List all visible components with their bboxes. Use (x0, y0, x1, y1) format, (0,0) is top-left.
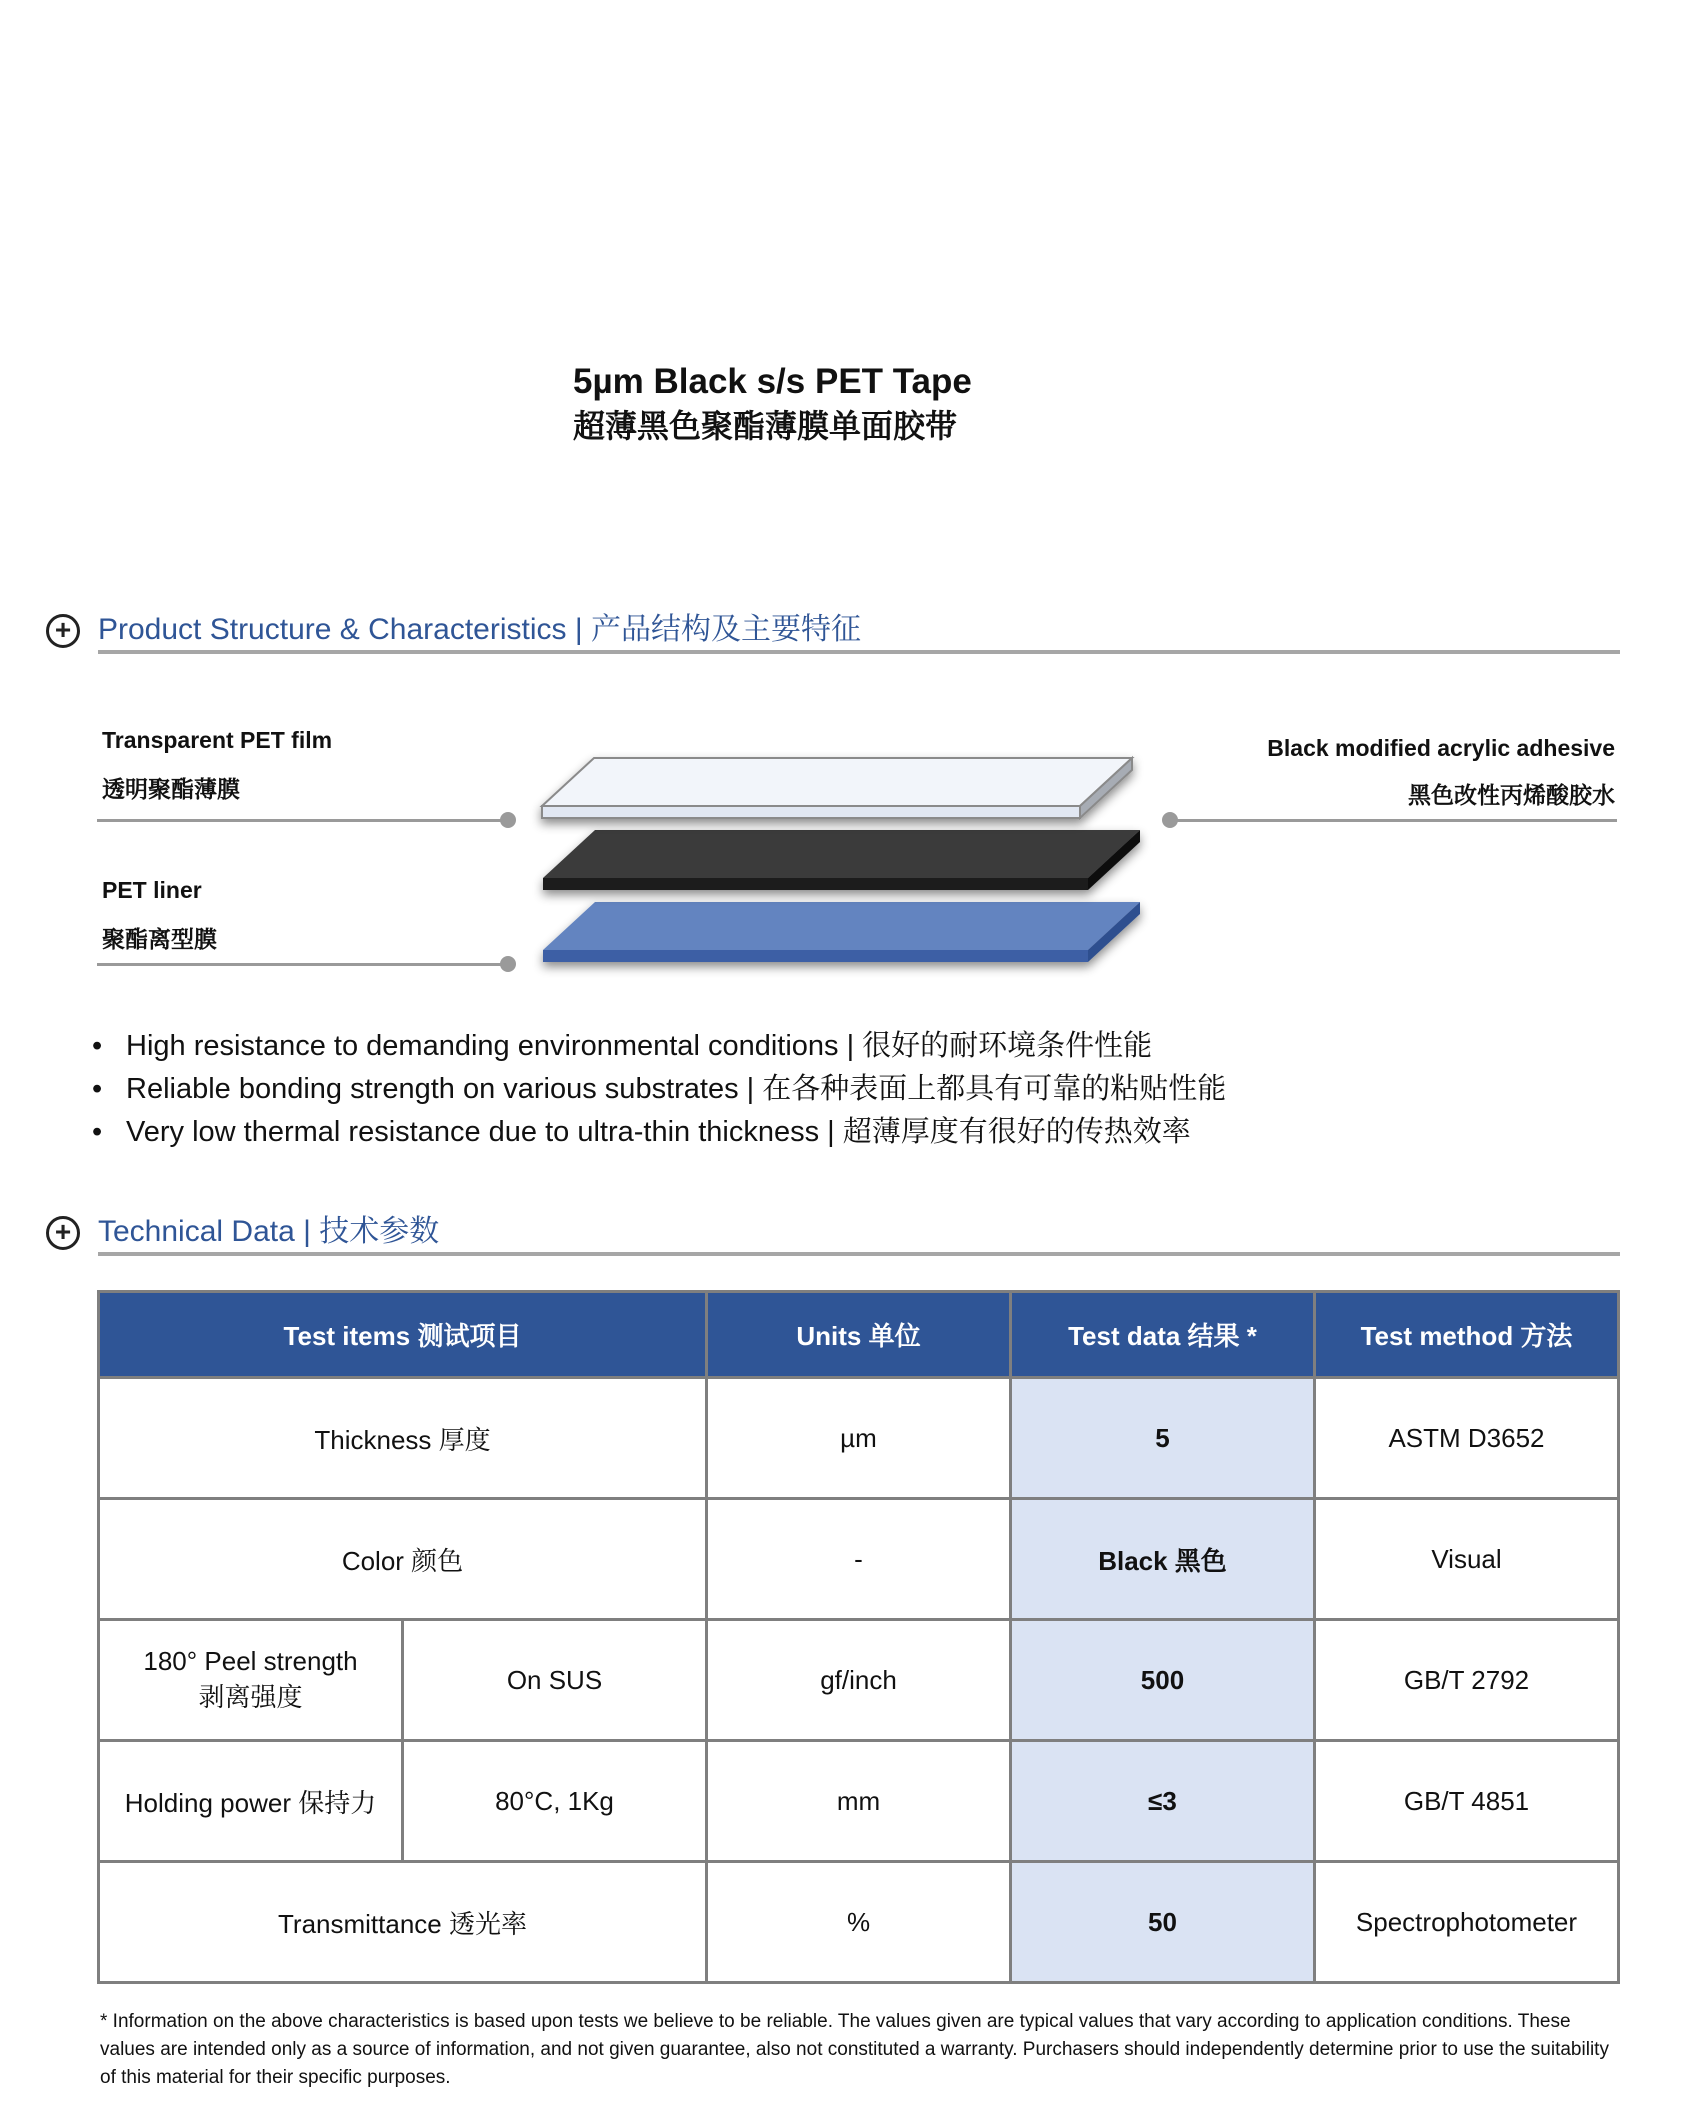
cell-value: 50 (1011, 1862, 1315, 1983)
label-film-en: Transparent PET film (102, 727, 333, 753)
cell-condition: On SUS (403, 1620, 707, 1741)
cell-method: Visual (1315, 1499, 1619, 1620)
product-title-en: 5µm Black s/s PET Tape (573, 362, 972, 401)
section-divider (98, 650, 1620, 654)
liner-leader-line (97, 963, 502, 966)
cell-method: GB/T 2792 (1315, 1620, 1619, 1741)
feature-item: • High resistance to demanding environmental conditions | 很好的耐环境条件性能 (92, 1030, 1153, 1062)
cell-value: ≤3 (1011, 1741, 1315, 1862)
label-adhesive-cn: 黑色改性丙烯酸胶水 (1408, 782, 1615, 808)
cell-condition: 80°C, 1Kg (403, 1741, 707, 1862)
label-adhesive-en: Black modified acrylic adhesive (1267, 735, 1615, 761)
section-header-structure (46, 600, 1620, 650)
section-header-technical (46, 1202, 1620, 1252)
cell-unit: µm (707, 1378, 1011, 1499)
feature-list (92, 1025, 1226, 1154)
layer-stack-illustration (520, 750, 1160, 990)
cell-item-cn: 剥离强度 (198, 1682, 303, 1712)
feature-item: • Very low thermal resistance due to ultra-thin thickness | 超薄厚度有很好的传热效率 (92, 1116, 1191, 1148)
cell-item: Holding power 保持力 (99, 1741, 403, 1862)
cell-item: Color 颜色 (99, 1499, 707, 1620)
header-test-method: Test method 方法 (1315, 1292, 1619, 1378)
cell-item: Transmittance 透光率 (99, 1862, 707, 1983)
pet-film-layer (542, 758, 1132, 818)
cell-unit: mm (707, 1741, 1011, 1862)
product-title-cn: 超薄黑色聚酯薄膜单面胶带 (573, 408, 958, 444)
cell-item-en: 180° Peel strength (143, 1646, 358, 1676)
plus-circle-icon: + (46, 1216, 80, 1250)
pet-liner-layer (543, 902, 1140, 962)
table-row (99, 1499, 1619, 1620)
header-test-data: Test data 结果 * (1011, 1292, 1315, 1378)
plus-circle-icon: + (46, 614, 80, 648)
cell-method: ASTM D3652 (1315, 1378, 1619, 1499)
cell-value: 5 (1011, 1378, 1315, 1499)
cell-unit: % (707, 1862, 1011, 1983)
header-test-items: Test items 测试项目 (99, 1292, 707, 1378)
cell-method: GB/T 4851 (1315, 1741, 1619, 1862)
product-title-block (573, 360, 972, 448)
product-structure-diagram (0, 715, 1705, 985)
section-title-structure: Product Structure & Characteristics | 产品结构及主要特征 (98, 613, 861, 646)
header-units: Units 单位 (707, 1292, 1011, 1378)
adhesive-layer (543, 830, 1140, 890)
cell-value: Black 黑色 (1011, 1499, 1315, 1620)
table-row (99, 1862, 1619, 1983)
cell-unit: gf/inch (707, 1620, 1011, 1741)
label-film-cn: 透明聚酯薄膜 (102, 776, 240, 802)
section-title-technical: Technical Data | 技术参数 (98, 1215, 440, 1248)
technical-data-table (97, 1290, 1620, 1984)
table-row (99, 1741, 1619, 1862)
film-leader-line (97, 819, 502, 822)
cell-value: 500 (1011, 1620, 1315, 1741)
feature-item: • Reliable bonding strength on various substrates | 在各种表面上都具有可靠的粘贴性能 (92, 1073, 1227, 1105)
table-row (99, 1620, 1619, 1741)
section-divider (98, 1252, 1620, 1256)
cell-method: Spectrophotometer (1315, 1862, 1619, 1983)
cell-item (99, 1620, 403, 1741)
cell-unit: - (707, 1499, 1011, 1620)
film-leader-dot (500, 812, 516, 828)
table-row (99, 1378, 1619, 1499)
liner-leader-dot (500, 956, 516, 972)
table-header-row (99, 1292, 1619, 1378)
cell-item: Thickness 厚度 (99, 1378, 707, 1499)
adhesive-leader-line (1172, 819, 1617, 822)
disclaimer-footnote: * Information on the above characteristics is based upon tests we believe to be reliable. The values given are typical values that vary according to application conditions. These values are intended only as a source of information, and not given guarantee, also not constituted a warranty. Purchasers should independently determine prior to use the suitability of this material for their specific purposes. (100, 2011, 1609, 2088)
label-liner-en: PET liner (102, 877, 202, 903)
label-liner-cn: 聚酯离型膜 (102, 926, 217, 952)
